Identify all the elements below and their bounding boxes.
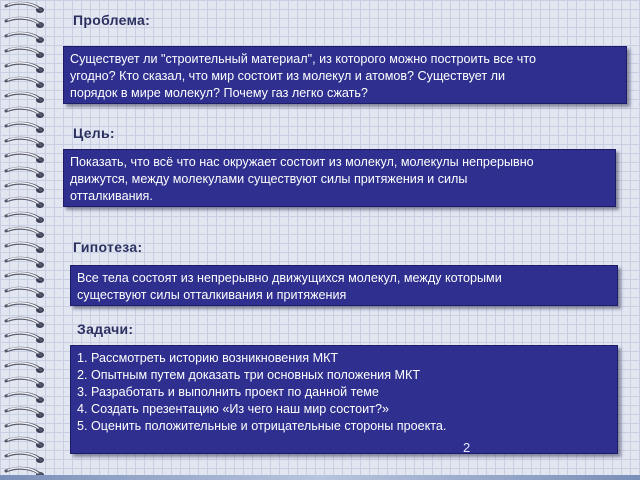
task-item: 2. Опытным путем доказать три основных положения МКТ	[77, 368, 421, 382]
task-item: 5. Оценить положительные и отрицательные стороны проекта.	[77, 419, 447, 433]
problem-box	[63, 46, 627, 104]
bottom-bar	[0, 475, 640, 480]
goal-line: движутся, между молекулами существуют силы притяжения и силы	[70, 172, 468, 186]
problem-line: порядок в мире молекул? Почему газ легко сжать?	[70, 86, 368, 100]
hypothesis-heading: Гипотеза:	[73, 239, 143, 255]
spiral-binding	[0, 0, 58, 480]
goal-heading: Цель:	[73, 125, 115, 141]
goal-line: Показать, что всё что нас окружает состоит из молекул, молекулы непрерывно	[70, 155, 534, 169]
task-item: 3. Разработать и выполнить проект по данной теме	[77, 385, 379, 399]
problem-heading: Проблема:	[73, 12, 151, 28]
problem-line: Существует ли "строительный материал", из которого можно построить все что	[70, 52, 536, 66]
tasks-heading: Задачи:	[77, 321, 134, 337]
task-item: 1. Рассмотреть историю возникновения МКТ	[77, 351, 339, 365]
page-number: 2	[463, 440, 471, 455]
hypothesis-line: Все тела состоят из непрерывно движущихся молекул, между которыми	[77, 271, 502, 285]
task-item: 4. Создать презентацию «Из чего наш мир состоит?»	[77, 402, 389, 416]
tasks-box	[70, 345, 618, 454]
goal-line: отталкивания.	[70, 189, 153, 203]
goal-box	[63, 149, 616, 207]
hypothesis-box	[70, 265, 618, 306]
problem-line: угодно? Кто сказал, что мир состоит из молекул и атомов? Существует ли	[70, 69, 506, 83]
hypothesis-line: существуют силы отталкивания и притяжения	[77, 288, 347, 302]
